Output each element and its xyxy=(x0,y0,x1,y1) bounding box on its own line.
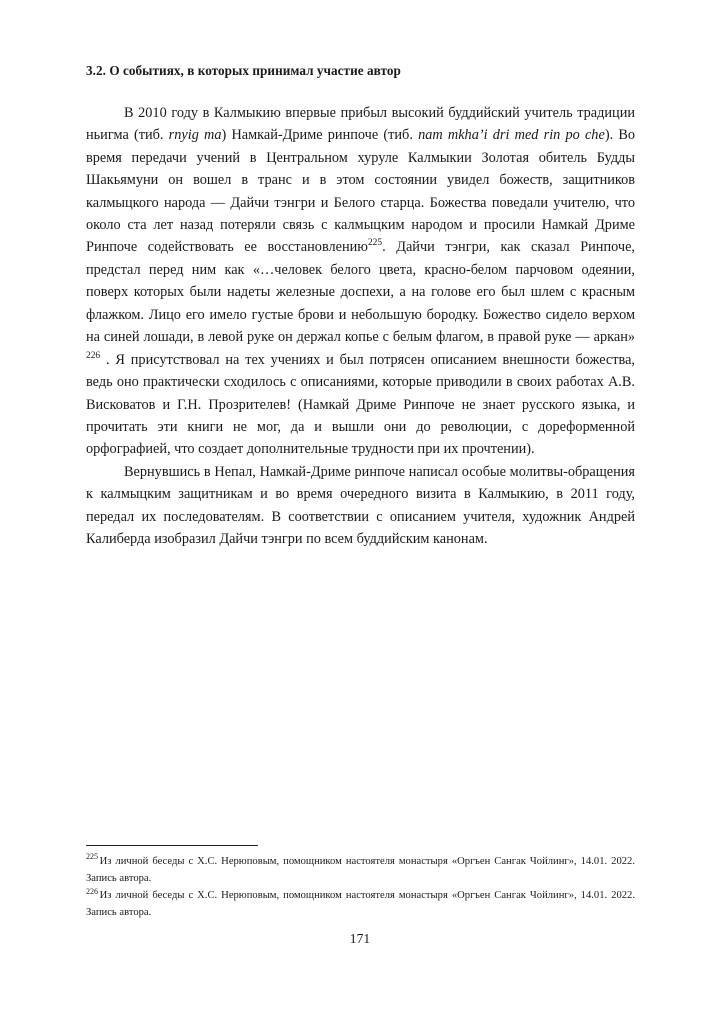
footnote-text: Из личной беседы с Х.С. Нерюповым, помощником настоятеля монастыря «Оргъен Сангак Чойлинг», 14.01. 2022. Запись автора. xyxy=(86,856,635,885)
page-content xyxy=(86,62,635,551)
footnote-reference: 225 xyxy=(367,238,383,249)
footnotes-block xyxy=(86,845,635,922)
section-heading: 3.2. О событиях, в которых принимал участие автор xyxy=(86,63,401,78)
footnote-reference: 226 xyxy=(86,350,101,361)
footnote-item xyxy=(86,853,635,887)
footnote-separator-rule xyxy=(86,845,258,846)
footnote-marker: 225 xyxy=(86,852,99,862)
body-text-block xyxy=(86,102,635,551)
footnote-marker: 226 xyxy=(86,886,99,896)
italic-term: nam mkha’i dri med rin po che xyxy=(418,127,605,144)
page-number: 171 xyxy=(349,931,371,946)
footnote-text: Из личной беседы с Х.С. Нерюповым, помощником настоятеля монастыря «Оргъен Сангак Чойлинг», 14.01. 2022. Запись автора. xyxy=(86,890,635,919)
footnote-item xyxy=(86,887,635,921)
paragraph: Вернувшись в Непал, Намкай-Дриме ринпоче написал особые молитвы-обращения к калмыцким защитникам и во время очередного визита в Калмыкию, в 2011 году, передал их последователям. В соответствии с описанием учителя, художник Андрей Калиберда изобразил Дайчи тэнгри по всем буддийским канонам. xyxy=(86,463,635,548)
italic-term: rnyig ma xyxy=(168,127,222,144)
paragraph: В 2010 году в Калмыкию впервые прибыл высокий буддийский учитель традиции ньигма (тиб. rnyig ma) Намкай-Дриме ринпоче (тиб. nam mkha’i dri med rin po che). Во время передачи учений в Центральном хуруле Калмыкии Золотая обитель Будды Шакьямуни он вошел в транс и в этом состоянии увидел божеств, защитников калмыцкого народа — Дайчи тэнгри и Белого старца. Божества поведали учителю, что около ста лет назад потеряли связь с калмыцким народом и просили Намкай Дриме Ринпоче содействовать ее восстановлению$^{225}$. Дайчи тэнгри, как сказал Ринпоче, предстал перед ним как «…человек белого цвета, красно-белом парчовом одеянии, поверх которых были надеты железные доспехи, а на голове его был шлем с красным флажком. Лицо его имело густые брови и небольшую бородку. Божество сидело верхом на синей лошади, в левой руке он держал копье с белым флагом, в правой руке — аркан» $^{226}$ . Я присутствовал на тех учениях и был потрясен описанием внешности божества, ведь оно практически сходилось с описаниями, которые приводили в своих работах А.В. Висковатов и Г.Н. Прозрителев! (Намкай Дриме Ринпоче не знает русского языка, и прочитать эти книги не мог, да и вышли они до революции, с дореформенной орфографией, что создает дополнительные трудности при их прочтении). xyxy=(86,104,636,458)
